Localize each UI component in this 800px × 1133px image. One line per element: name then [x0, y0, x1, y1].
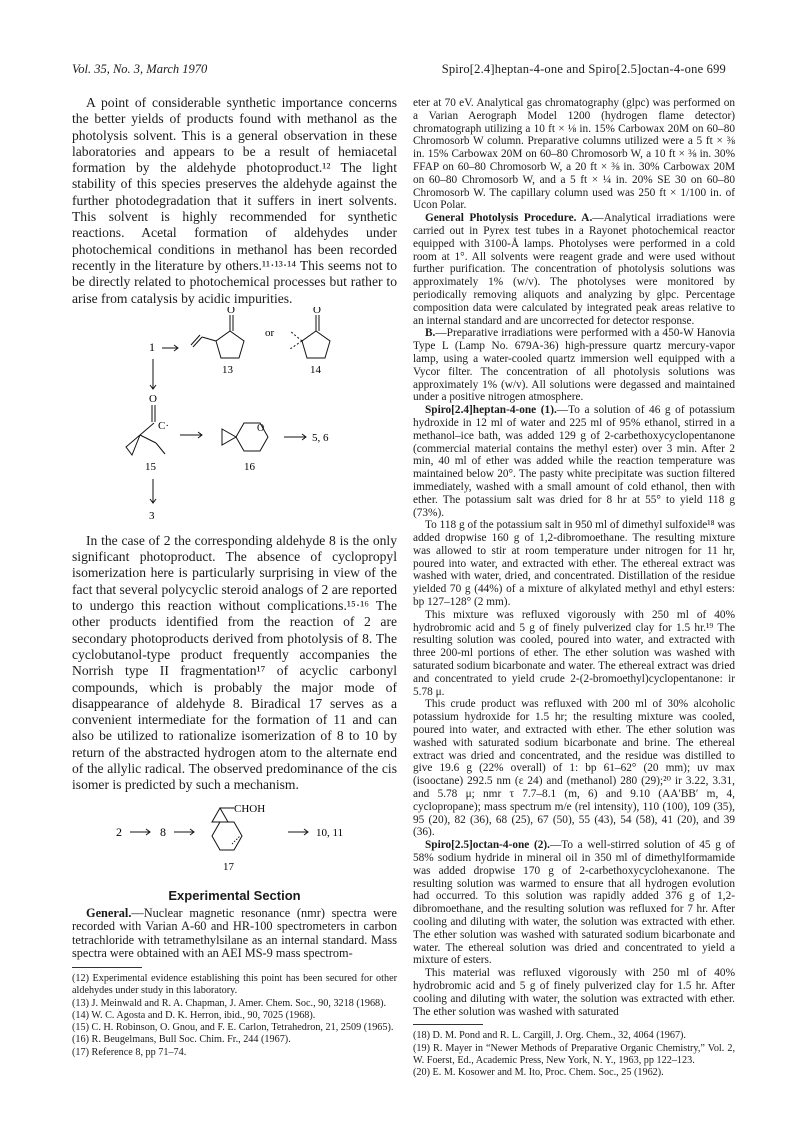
oxygen-label: O	[227, 306, 235, 316]
footnote: (12) Experimental evidence establishing this point has been secured for other aldehydes under study in this laboratory.	[72, 972, 397, 997]
footnote: (14) W. C. Agosta and D. K. Herron, ibid., 90, 7025 (1968).	[72, 1009, 316, 1021]
spiro25-synthesis: Spiro[2.5]octan-4-one (2).—To a well-stirred solution of 45 g of 58% sodium hydride in mineral oil in 350 ml of dimethylformamide was added dropwise 170 g of 2-carbethoxycyclohexanone. The resulting solution was warmed to ensure that all hydrogen evolution had occurred. To this solution was rapidly added 376 g of 1,2-dibromoethane, and the resulting solution was refluxed for 7 hr. After cooling and diluting with water, the solution was extracted with ether. The ether solution was washed with saturated sodium bicarbonate and water. The ethereal solution was dried and concentrated to yield a mixture of esters.	[413, 839, 735, 967]
footnote: (19) R. Mayer in “Newer Methods of Preparative Organic Chemistry,” Vol. 2, W. Foerst, Ed., Academic Press, New York, N. Y., 1963, pp 122–123.	[413, 1042, 735, 1066]
running-header-right: Spiro[2.4]heptan-4-one and Spiro[2.5]octan-4-one 699	[441, 62, 726, 76]
photolysis-procedure-b: B.—Preparative irradiations were performed with a 450-W Hanovia Type L (Lamp No. 679A-36) high-pressure quartz mercury-vapor lamp, using a water-cooled quartz immersion well equipped with a Vycor filter. The concentration of all photolysis solutions was approximately 1% (w/v). All solutions were degassed and maintained under a positive nitrogen atmosphere.	[413, 327, 735, 404]
products-5-6-label: 5, 6	[312, 431, 329, 444]
right-column	[413, 97, 735, 1080]
radical-carbon-label: C·	[158, 419, 169, 432]
compound-label-17: 17	[223, 860, 234, 873]
footnote: (15) C. H. Robinson, O. Gnou, and F. E. Carlon, Tetrahedron, 21, 2509 (1965).	[72, 1022, 394, 1034]
spiro24-synthesis: Spiro[2.4]heptan-4-one (1).—To a solution of 46 g of potassium hydroxide in 12 ml of water and 225 ml of 95% ethanol, stirred in a methanol–ice bath, was added 129 g of 2-carbethoxycyclopentanone (commercial material contains the methyl ester) over 3 min. After 2 min, 40 ml of ether was added while the reaction temperature was maintained below 20°. The pasty white precipitate was suction filtered immediately, washed with a small amount of cold ethanol, then with ether. The potassium salt was dried for 8 hr at 55° to yield 118 g (73%).	[413, 404, 735, 519]
footnotes-left	[72, 973, 397, 1059]
koh-cyclization-paragraph: This crude product was refluxed with 200 ml of 30% alcoholic potassium hydroxide for 1.5 hr; the resulting mixture was cooled, poured into water, and extracted with ether. The ether solution was washed with saturated sodium bicarbonate and brine. The ethereal extract was dried and concentrated, and the residue was distilled to give 19.6 g (22% overall) of 1: bp 61–62° (20 mm); uv max (isooctane) 292.5 nm (ε 24) and (methanol) 280 (29);²⁰ ir 3.22, 3.31, and 5.78 μ; nmr τ 7.7–8.1 (m, 6) and 9.10 (AA′BB′ m, 4, cyclopropane); mass spectrum m/e (rel intensity), 110 (100), 109 (35), 95 (20), 82 (36), 68 (25), 67 (50), 55 (43), 54 (58), 41 (20), and 39 (36).	[413, 698, 735, 839]
general-lead: General.	[86, 905, 132, 920]
compound-label-14: 14	[310, 363, 321, 376]
dmso-alkylation-paragraph: To 118 g of the potassium salt in 950 ml of dimethyl sulfoxide¹⁸ was added dropwise 160 g of 1,2-dibromoethane. The resulting mixture was allowed to stir at room temperature under nitrogen for 11 hr, poured into water, and extracted with ether. The ethereal extract was washed with water, dried, and concentrated. Distillation of the residue yielded 70 g (44%) of a mixture of alkylated methyl and ethyl esters: bp 127–128° (2 mm).	[413, 519, 735, 609]
svg-text:O: O	[313, 306, 321, 316]
svg-text:O: O	[149, 392, 157, 405]
discussion-paragraph: In the case of 2 the corresponding aldehyde 8 is the only significant photoproduct. The absence of cyclopropyl isomerization here is particularly surprising in view of the fact that several polycyclic steroid analogs of 2 are reported to undergo this reaction without complications.¹⁵·¹⁶ The other products identified from the reaction of 2 are secondary photoproducts derived from photolysis of 8. The cyclobutanol-type product frequently accompanies the Norrish type II fragmentation¹⁷ of acyclic carbonyl compounds, which is probably the major mode of disappearance of aldehyde 8. Biradical 17 serves as a convenient intermediate for the formation of 11 and can also be utilized to rationalize isomerization of 8 to 10 by return of the abstracted hydrogen atom to the alternate end of the allylic radical. The observed predominance of the cis isomer is predicted by such a mechanism.	[72, 532, 397, 793]
structure-14	[290, 315, 330, 358]
footnote-rule	[72, 967, 142, 968]
structure-13	[191, 315, 244, 358]
footnote: (20) E. M. Kosower and M. Ito, Proc. Chem. Soc., 25 (1962).	[413, 1067, 664, 1079]
compound-label-13: 13	[222, 363, 233, 376]
instrumentation-paragraph: eter at 70 eV. Analytical gas chromatography (glpc) was performed on a Varian Aerograph Model 1200 (hydrogen flame detector) chromatograph utilizing a 10 ft × ⅛ in. 15% Carbowax 20M on 60–80 Chromosorb W column. Preparative columns utilized were a 5 ft × ⅜ in. 15% Carbowax 20M on 60–80 Chromosorb W, a 10 ft × ⅜ in. 30% FFAP on 60–80 Chromosorb W, a 20 ft × ⅜ in. 30% Carbowax 20M on 60–80 Chromosorb W, and a 5 ft × ¼ in. 20% SE 30 on 60–80 Chromosorb W. The capillary column used was 250 ft × 1/100 in. of Ucon Polar.	[413, 97, 735, 212]
photolysis-procedure-a: General Photolysis Procedure. A.—Analytical irradiations were carried out in Pyrex test tubes in a Rayonet photochemical reactor equipped with 3100-Å lamps. Photolyses were performed in a cold room at 1°. All solvents were reagent grade and were used without further purification. The concentration of photolysis solutions was approximately 1% (w/v). The photolyses were monitored by periodically removing aliquots and analyzing by glpc. Percentage composition data were calculated by integrated peak areas relative to an internal standard and are uncorrected for detector response.	[413, 212, 735, 327]
hbr-reflux-paragraph: This mixture was refluxed vigorously with 250 ml of 40% hydrobromic acid and 5 g of finely pulverized clay for 1.5 hr.¹⁹ The resulting solution was cooled, poured into water, and extracted with three 200-ml portions of ether. The ether solution was washed with saturated sodium bicarbonate and water. The ethereal extract was dried and concentrated to yield crude 2-(2-bromoethyl)cyclopentanone: ir 5.78 μ.	[413, 608, 735, 698]
intro-paragraph: A point of considerable synthetic importance concerns the better yields of products found with methanol as the photolysis solvent. This is a general observation in these laboratories and appears to be a result of hemiacetal formation by the aldehyde photoproduct.¹² The light stability of this species preserves the aldehyde against the further photodegradation that it suffers in inert solvents. This solvent is highly recommended for synthetic reactions. Acetal formation of aldehydes under photochemical conditions in methanol has been recorded recently in the literature by others.¹¹·¹³·¹⁴ This seems not to be directly related to photochemical processes but rather to arise from catalysis by acidic impurities.	[72, 95, 397, 306]
footnotes-right	[413, 1030, 735, 1079]
footnote-rule	[413, 1024, 483, 1025]
footnote: (17) Reference 8, pp 71–74.	[72, 1046, 187, 1058]
footnote: (18) D. M. Pond and R. L. Cargill, J. Org. Chem., 32, 4064 (1967).	[413, 1030, 686, 1042]
products-10-11-label: 10, 11	[316, 826, 344, 839]
running-header-left: Vol. 35, No. 3, March 1970	[72, 62, 208, 76]
choh-label: CHOH	[234, 802, 266, 815]
footnote: (13) J. Meinwald and R. A. Chapman, J. Amer. Chem. Soc., 90, 3218 (1968).	[72, 997, 387, 1009]
spiro25-hbr-paragraph: This material was refluxed vigorously with 250 ml of 40% hydrobromic acid and 5 g of finely pulverized clay for 1.5 hr. After cooling and diluting with water, the solution was extracted with ether. The ether solution was washed with saturated	[413, 967, 735, 1018]
left-column	[72, 95, 397, 1059]
compound-label-16: 16	[244, 460, 255, 473]
compound-label-15: 15	[145, 460, 156, 473]
compound-label-3: 3	[149, 509, 155, 522]
section-heading-experimental: Experimental Section	[168, 887, 301, 903]
compound-label-8: 8	[160, 824, 166, 839]
svg-text:O: O	[257, 422, 265, 434]
or-label: or	[265, 326, 275, 339]
general-paragraph: General.—Nuclear magnetic resonance (nmr) spectra were recorded with Varian A-60 and HR-100 spectrometers in carbon tetrachloride with tetramethylsilane as an internal standard. Mass spectra were obtained with an AEI MS-9 mass spectrom-	[72, 905, 397, 961]
compound-label-2: 2	[116, 824, 122, 839]
photolysis-scheme-1	[72, 307, 397, 525]
footnote: (16) R. Beugelmans, Bull Soc. Chim. Fr., 244 (1967).	[72, 1034, 291, 1046]
biradical-scheme	[72, 794, 397, 882]
compound-label-1: 1	[149, 339, 155, 354]
